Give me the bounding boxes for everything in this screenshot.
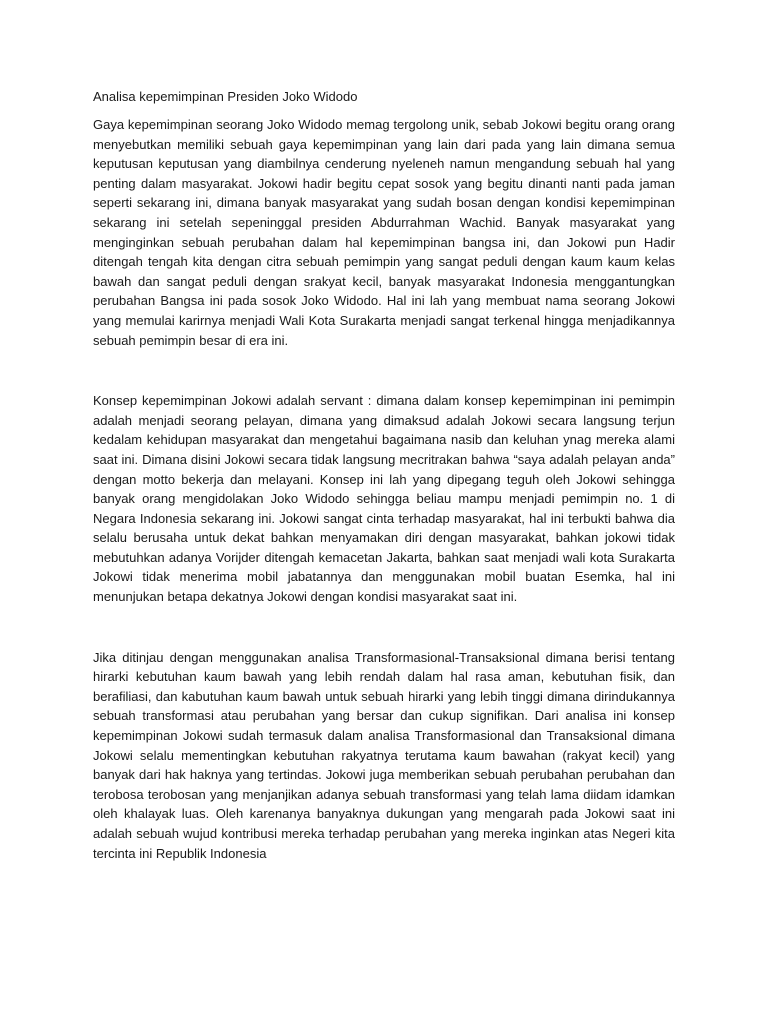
document-page xyxy=(93,87,675,863)
paragraph-3: Jika ditinjau dengan menggunakan analisa Transformasional-Transaksional dimana berisi tentang hirarki kebutuhan kaum bawah yang lebih rendah dalam hal rasa aman, kebutuhan fisik, dan berafiliasi, dan kabutuhan kaum bawah untuk sebuah hirarki yang lebih tinggi dimana dirindukannya sebuah transformasi atau perubahan yang bersar dan cukup signifikan. Dari analisa ini konsep kepemimpinan Jokowi sudah termasuk dalam analisa Transformasional dan Transaksional dimana Jokowi selalu mementingkan kebutuhan rakyatnya terutama kaum bawahan (rakyat kecil) yang banyak dari hak haknya yang tertindas. Jokowi juga memberikan sebuah perubahan perubahan dan terobosa terobosan yang menjanjikan adanya sebuah transformasi yang telah lama diidam idamkan oleh khalayak luas. Oleh karenanya banyaknya dukungan yang mengarah pada Jokowi saat ini adalah sebuah wujud kontribusi mereka terhadap perubahan yang mereka inginkan atas Negeri kita tercinta ini Republik Indonesia xyxy=(93,649,675,861)
paragraph-1: Gaya kepemimpinan seorang Joko Widodo memag tergolong unik, sebab Jokowi begitu orang orang menyebutkan memiliki sebuah gaya kepemimpinan yang lain dari pada yang lain dimana semua keputusan keputusan yang diambilnya cenderung nyeleneh namun mengandung sebuah hal yang penting dalam masyarakat. Jokowi hadir begitu cepat sosok yang begitu dinanti nanti pada jaman seperti sekarang ini, dimana banyak masyarakat yang sudah bosan dengan kondisi kepemimpinan sekarang ini setelah sepeninggal presiden Abdurrahman Wachid. Banyak masyarakat yang menginginkan sebuah perubahan dalam hal kepemimpinan bangsa ini, dan Jokowi pun Hadir ditengah tengah kita dengan citra sebuah pemimpin yang sangat peduli dengan kaum kaum kelas bawah dan sangat peduli dengan srakyat kecil, banyak masyarakat Indonesia menggantungkan perubahan Bangsa ini pada sosok Joko Widodo. Hal ini lah yang membuat nama seorang Jokowi yang memulai karirnya menjadi Wali Kota Surakarta menjadi sangat terkenal hingga menjadikannya sebuah pemimpin besar di era ini. xyxy=(93,117,675,348)
paragraph-2: Konsep kepemimpinan Jokowi adalah servant : dimana dalam konsep kepemimpinan ini pemimpin adalah menjadi seorang pelayan, dimana yang dimaksud adalah Jokowi secara langsung terjun kedalam kehidupan masyarakat dan mengetahui bagaimana nasib dan keluhan ynag mereka alami saat ini. Dimana disini Jokowi secara tidak langsung mecritrakan bahwa “saya adalah pelayan anda” dengan motto bekerja dan melayani. Konsep ini lah yang dipegang teguh oleh Jokowi sehingga banyak orang mengidolakan Joko Widodo sehingga beliau mampu menjadi pemimpin no. 1 di Negara Indonesia sekarang ini. Jokowi sangat cinta terhadap masyarakat, hal ini terbukti bahwa dia selalu berusaha untuk dekat bahkan menyamakan diri dengan masyarakat, bahkan jokowi tidak mebutuhkan adanya Vorijder ditengah kemacetan Jakarta, bahkan saat menjadi wali kota Surakarta Jokowi tidak menerima mobil jabatannya dan menggunakan mobil buatan Esemka, hal ini menunjukan betapa dekatnya Jokowi dengan kondisi masyarakat saat ini. xyxy=(93,393,675,605)
document-title: Analisa kepemimpinan Presiden Joko Widodo xyxy=(93,89,358,104)
